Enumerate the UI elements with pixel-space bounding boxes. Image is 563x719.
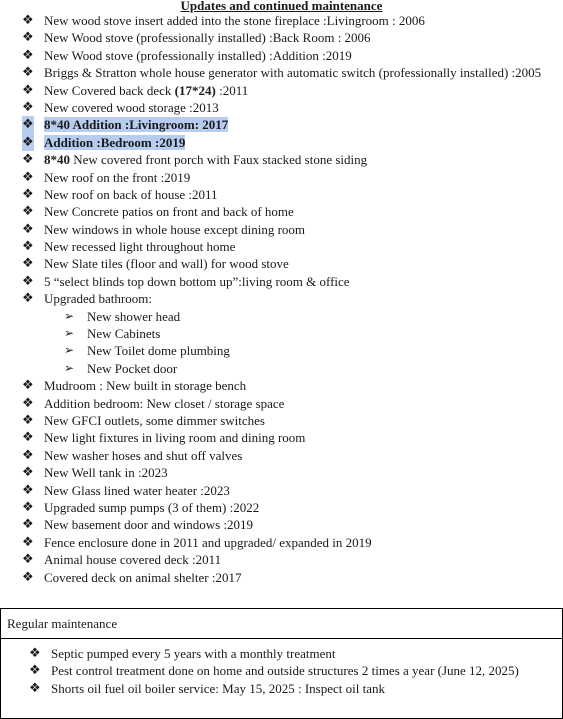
list-item-text: New Cabinets xyxy=(87,326,161,342)
diamond-bullet-icon: ❖ xyxy=(22,117,34,133)
text-segment: New Covered back deck xyxy=(44,82,175,98)
list-item-text: Addition :Bedroom :2019 xyxy=(44,134,186,150)
list-item xyxy=(0,47,563,64)
sub-list-item xyxy=(0,308,563,325)
maintenance-item-text: Pest control treatment done on home and outside structures 2 times a year (June 12, 2025) xyxy=(51,663,519,679)
list-item xyxy=(0,134,563,151)
list-item-text xyxy=(44,83,248,98)
list-item xyxy=(0,12,563,29)
list-item xyxy=(0,82,563,99)
list-item xyxy=(0,395,563,412)
arrow-bullet-icon: ➢ xyxy=(64,326,75,341)
regular-maintenance-box xyxy=(0,608,563,719)
list-item-text: Addition bedroom: New closet / storage space xyxy=(44,395,285,411)
list-item xyxy=(0,569,563,586)
maintenance-heading: Regular maintenance xyxy=(1,609,562,639)
diamond-bullet-icon: ❖ xyxy=(22,412,34,428)
list-item-text: New washer hoses and shut off valves xyxy=(44,447,243,463)
sub-list-item xyxy=(0,360,563,377)
list-item xyxy=(0,499,563,516)
diamond-bullet-icon: ❖ xyxy=(22,82,34,98)
arrow-bullet-icon: ➢ xyxy=(64,360,75,375)
list-item xyxy=(0,290,563,307)
list-item-text: New basement door and windows :2019 xyxy=(44,517,254,533)
maintenance-item xyxy=(1,680,562,697)
list-item xyxy=(0,99,563,116)
list-item-text: Briggs & Stratton whole house generator with automatic switch (professionally installed) :2005 xyxy=(44,65,542,81)
list-item xyxy=(0,151,563,168)
diamond-bullet-icon: ❖ xyxy=(22,447,34,463)
diamond-bullet-icon: ❖ xyxy=(22,499,34,515)
list-item-text: New roof on the front :2019 xyxy=(44,169,191,185)
list-item-text: New Pocket door xyxy=(87,360,178,376)
list-item-text: New light fixtures in living room and dining room xyxy=(44,430,306,446)
list-item xyxy=(0,516,563,533)
list-item-text: New covered wood storage :2013 xyxy=(44,99,219,115)
list-item-text: New Glass lined water heater :2023 xyxy=(44,482,230,498)
list-item-text: New shower head xyxy=(87,308,181,324)
page-title: Updates and continued maintenance xyxy=(180,0,383,13)
diamond-bullet-icon: ❖ xyxy=(22,517,34,533)
list-item xyxy=(0,482,563,499)
sub-list-item xyxy=(0,342,563,359)
list-item xyxy=(0,377,563,394)
diamond-bullet-icon: ❖ xyxy=(22,273,34,289)
list-item xyxy=(0,64,563,81)
list-item-text: 8*40 Addition :Livingroom: 2017 xyxy=(44,117,229,133)
list-item xyxy=(0,273,563,290)
list-item xyxy=(0,534,563,551)
list-item-text: New roof on back of house :2011 xyxy=(44,186,218,202)
text-segment: New covered front porch with Faux stacked stone siding xyxy=(70,152,368,168)
diamond-bullet-icon: ❖ xyxy=(29,646,41,661)
diamond-bullet-icon: ❖ xyxy=(22,65,34,81)
list-item-text: New wood stove insert added into the stone fireplace :Livingroom : 2006 xyxy=(44,13,425,28)
list-item-text: New GFCI outlets, some dimmer switches xyxy=(44,412,265,428)
maintenance-item-text: Septic pumped every 5 years with a monthly treatment xyxy=(51,646,336,661)
sub-list-item xyxy=(0,325,563,342)
diamond-bullet-icon: ❖ xyxy=(22,186,34,202)
diamond-bullet-icon: ❖ xyxy=(22,569,34,585)
maintenance-list xyxy=(1,639,562,697)
diamond-bullet-icon: ❖ xyxy=(22,30,34,46)
list-item-text: Upgraded bathroom: xyxy=(44,291,152,307)
diamond-bullet-icon: ❖ xyxy=(22,482,34,498)
arrow-bullet-icon: ➢ xyxy=(64,343,75,358)
maintenance-item xyxy=(1,645,562,662)
list-item-text: Upgraded sump pumps (3 of them) :2022 xyxy=(44,499,260,515)
updates-list xyxy=(0,12,563,586)
list-item-text xyxy=(44,152,367,167)
diamond-bullet-icon: ❖ xyxy=(22,291,34,307)
diamond-bullet-icon: ❖ xyxy=(22,395,34,411)
list-item xyxy=(0,464,563,481)
diamond-bullet-icon: ❖ xyxy=(22,552,34,568)
list-item-text: 5 “select blinds top down bottom up”:living room & office xyxy=(44,273,350,289)
bold-text-segment: 8*40 xyxy=(44,152,70,168)
arrow-bullet-icon: ➢ xyxy=(64,308,75,323)
list-item-text: New Concrete patios on front and back of home xyxy=(44,204,294,220)
list-item-text: New Slate tiles (floor and wall) for wood stove xyxy=(44,256,289,272)
list-item-text: Mudroom : New built in storage bench xyxy=(44,378,247,394)
list-item xyxy=(0,429,563,446)
list-item xyxy=(0,116,563,133)
list-item xyxy=(0,238,563,255)
list-item-text: Fence enclosure done in 2011 and upgraded/ expanded in 2019 xyxy=(44,534,372,550)
diamond-bullet-icon: ❖ xyxy=(22,99,34,115)
list-item-text: Covered deck on animal shelter :2017 xyxy=(44,569,242,585)
list-item xyxy=(0,447,563,464)
diamond-bullet-icon: ❖ xyxy=(22,239,34,255)
list-item xyxy=(0,221,563,238)
diamond-bullet-icon: ❖ xyxy=(22,204,34,220)
diamond-bullet-icon: ❖ xyxy=(22,256,34,272)
text-segment: :2011 xyxy=(215,82,249,98)
list-item-text: New recessed light throughout home xyxy=(44,239,236,255)
diamond-bullet-icon: ❖ xyxy=(22,134,34,150)
maintenance-item xyxy=(1,662,562,679)
list-item xyxy=(0,203,563,220)
list-item-text: New Wood stove (professionally installed) :Back Room : 2006 xyxy=(44,30,371,46)
diamond-bullet-icon: ❖ xyxy=(29,680,41,696)
diamond-bullet-icon: ❖ xyxy=(22,534,34,550)
diamond-bullet-icon: ❖ xyxy=(22,13,34,28)
list-item-text: Animal house covered deck :2011 xyxy=(44,552,222,568)
bold-text-segment: (17*24) xyxy=(174,82,216,98)
list-item xyxy=(0,29,563,46)
diamond-bullet-icon: ❖ xyxy=(22,378,34,394)
list-item xyxy=(0,412,563,429)
list-item-text: New Well tank in :2023 xyxy=(44,465,168,481)
diamond-bullet-icon: ❖ xyxy=(22,465,34,481)
diamond-bullet-icon: ❖ xyxy=(22,430,34,446)
list-item-text: New Toilet dome plumbing xyxy=(87,343,230,359)
list-item xyxy=(0,186,563,203)
diamond-bullet-icon: ❖ xyxy=(22,169,34,185)
list-item xyxy=(0,255,563,272)
list-item xyxy=(0,169,563,186)
list-item-text: New windows in whole house except dining room xyxy=(44,221,306,237)
diamond-bullet-icon: ❖ xyxy=(22,221,34,237)
maintenance-item-text: Shorts oil fuel oil boiler service: May 15, 2025 : Inspect oil tank xyxy=(51,680,385,696)
list-item-text: New Wood stove (professionally installed) :Addition :2019 xyxy=(44,47,352,63)
list-item xyxy=(0,551,563,568)
diamond-bullet-icon: ❖ xyxy=(29,663,41,679)
diamond-bullet-icon: ❖ xyxy=(22,47,34,63)
diamond-bullet-icon: ❖ xyxy=(22,152,34,168)
